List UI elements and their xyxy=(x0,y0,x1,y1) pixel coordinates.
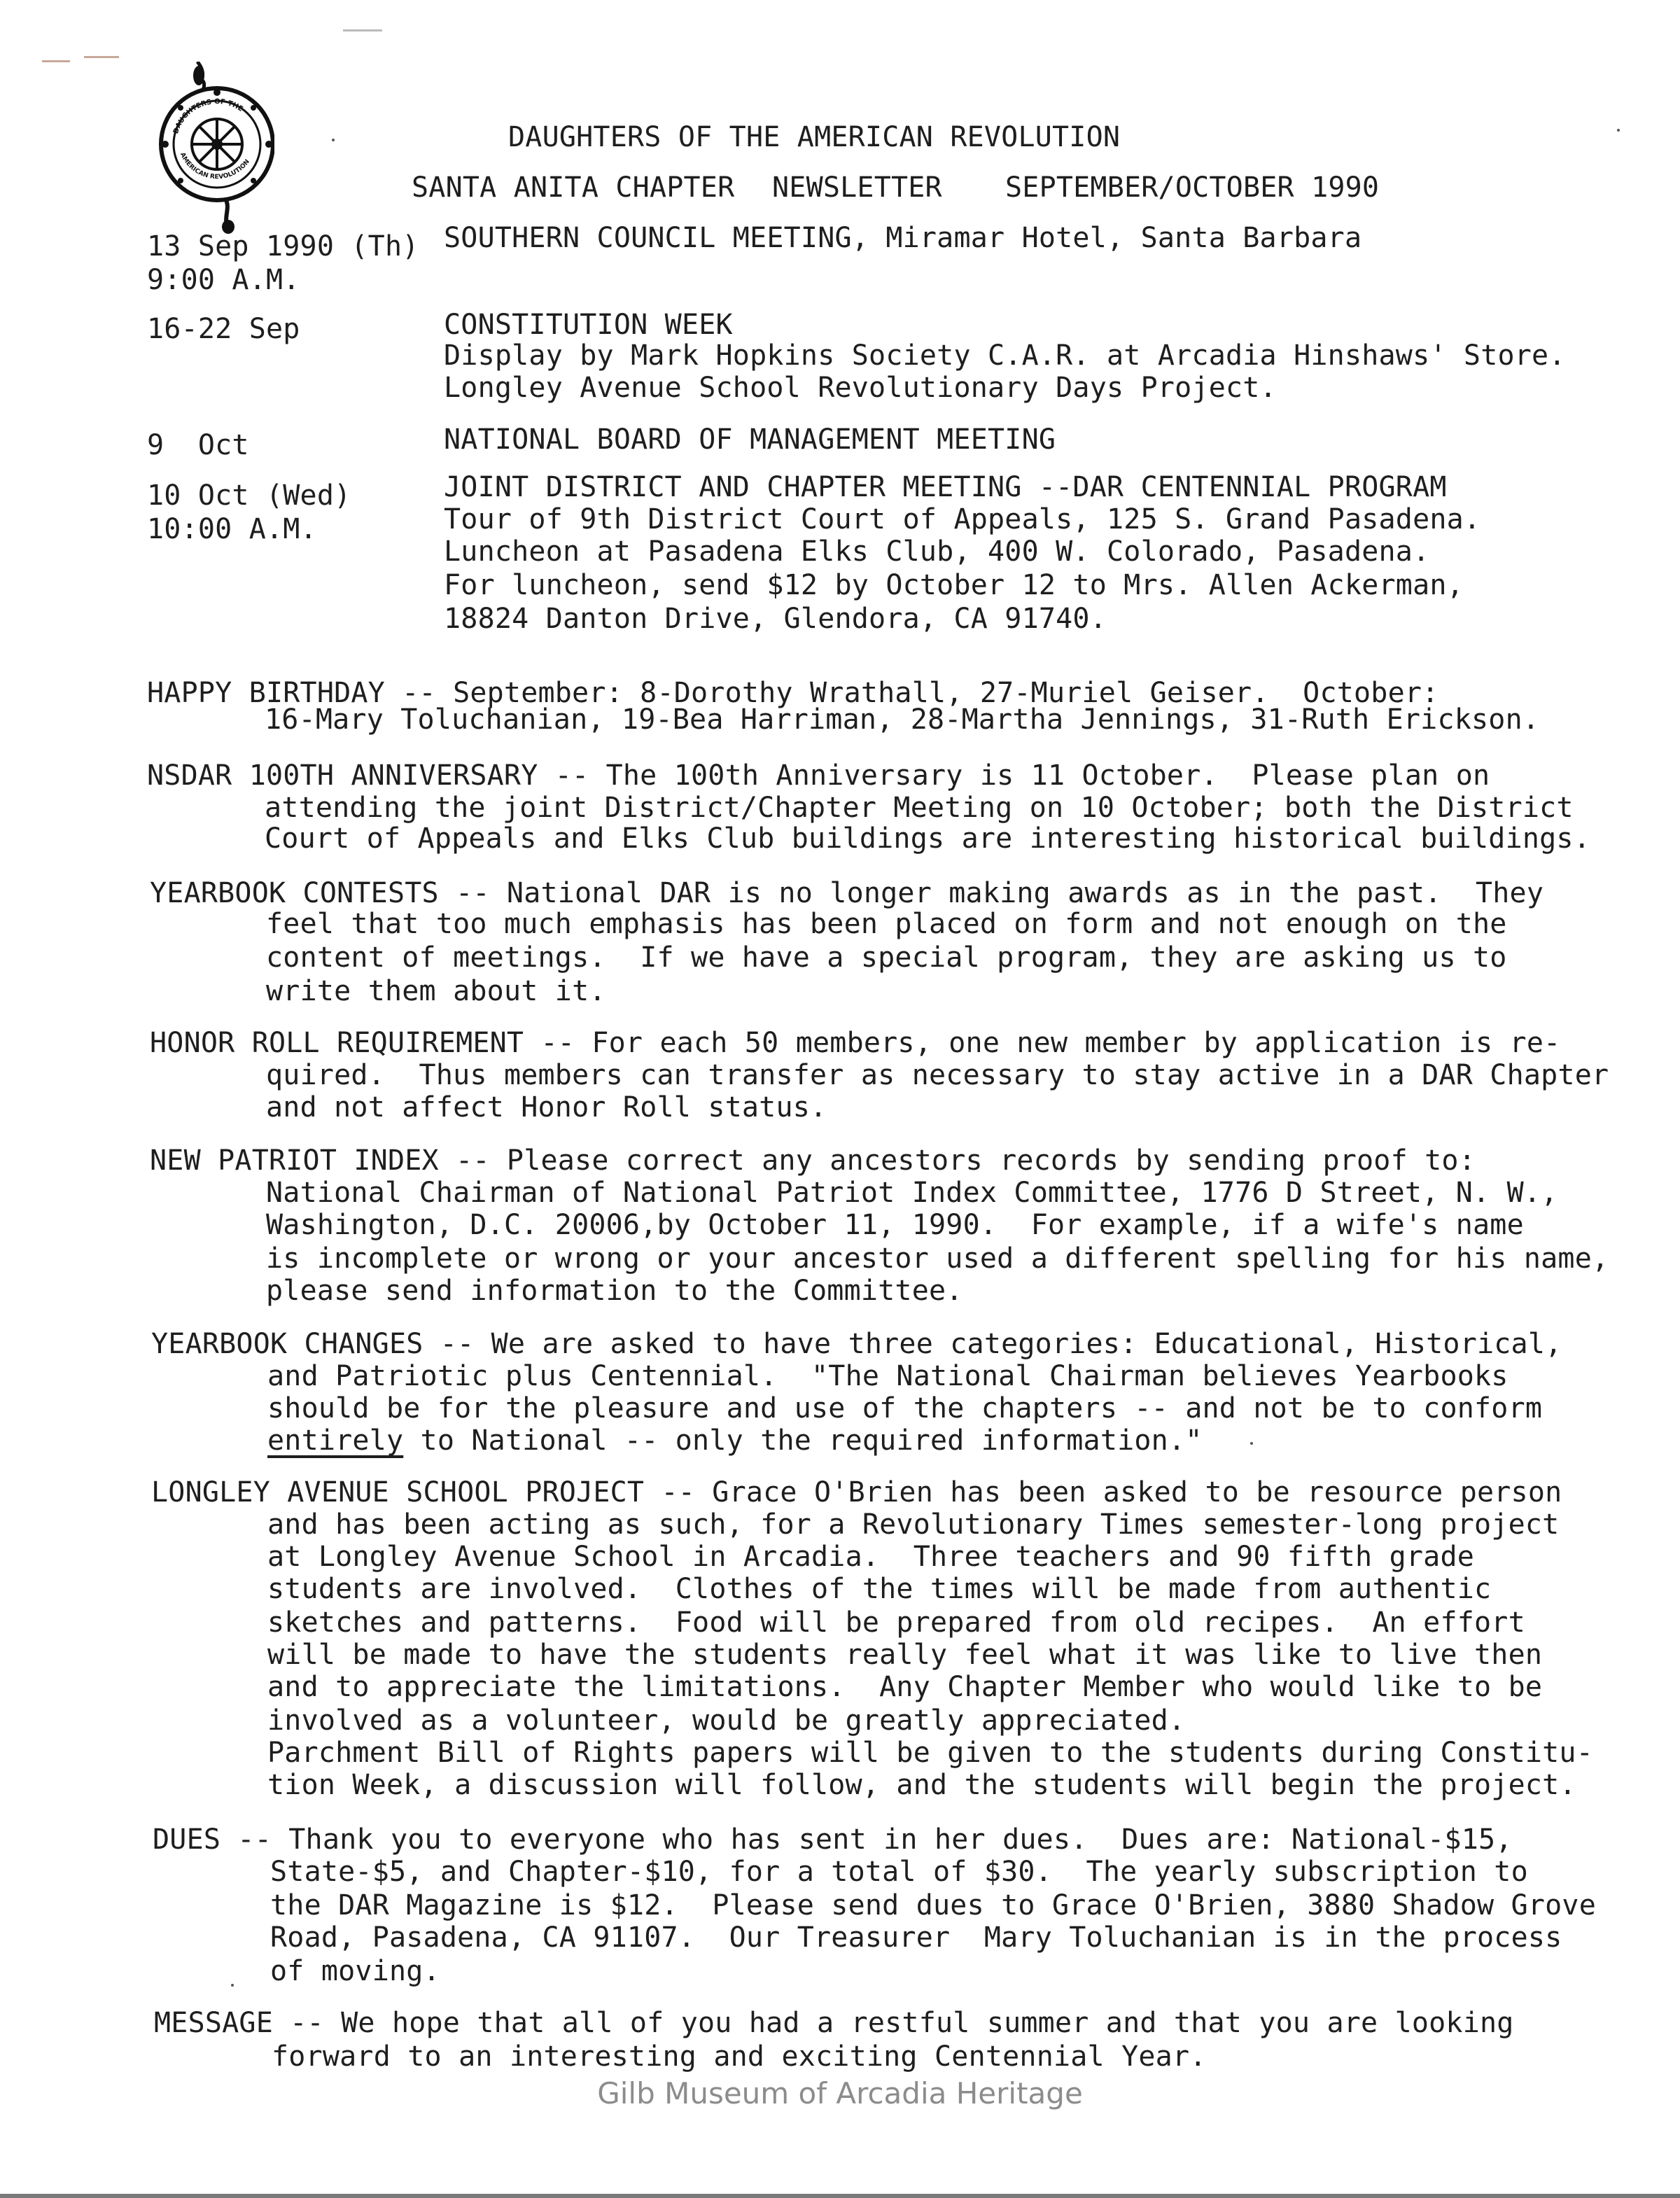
section-line: Court of Appeals and Elks Club buildings are interesting historical buildings. xyxy=(265,822,1590,855)
calendar-event-line: CONSTITUTION WEEK xyxy=(444,309,733,341)
calendar-event-line: Display by Mark Hopkins Society C.A.R. at Arcadia Hinshaws' Store. xyxy=(444,340,1566,372)
underlined-emphasis: entirely xyxy=(267,1424,404,1457)
section-line: HONOR ROLL REQUIREMENT -- For each 50 members, one new member by application is re- xyxy=(150,1027,1561,1059)
section-line: and to appreciate the limitations. Any Chapter Member who would like to be xyxy=(267,1671,1543,1703)
calendar-event-line: JOINT DISTRICT AND CHAPTER MEETING --DAR CENTENNIAL PROGRAM xyxy=(444,471,1447,503)
scan-speck xyxy=(1250,1442,1253,1445)
section-line: 16-Mary Toluchanian, 19-Bea Harriman, 28-Martha Jennings, 31-Ruth Erickson. xyxy=(265,704,1540,736)
section-line: NEW PATRIOT INDEX -- Please correct any ancestors records by sending proof to: xyxy=(150,1144,1476,1177)
calendar-event-line: For luncheon, send $12 by October 12 to Mrs. Allen Ackerman, xyxy=(444,569,1464,601)
section-line: YEARBOOK CHANGES -- We are asked to have three categories: Educational, Historical, xyxy=(151,1328,1562,1360)
section-line: quired. Thus members can transfer as necessary to stay active in a DAR Chapter xyxy=(266,1059,1609,1091)
calendar-date: 10 Oct (Wed) xyxy=(147,479,351,512)
calendar-date: 9 Oct xyxy=(147,429,249,461)
section-line-rest: to National -- only the required information." xyxy=(403,1424,1203,1457)
calendar-event-line: 18824 Danton Drive, Glendora, CA 91740. xyxy=(444,603,1107,635)
section-line: NSDAR 100TH ANNIVERSARY -- The 100th Anniversary is 11 October. Please plan on xyxy=(147,760,1490,792)
section-line: should be for the pleasure and use of the chapters -- and not be to conform xyxy=(267,1392,1543,1424)
calendar-event-line: Tour of 9th District Court of Appeals, 125 S. Grand Pasadena. xyxy=(444,503,1481,536)
scan-speck xyxy=(343,29,382,31)
calendar-date: 13 Sep 1990 (Th) xyxy=(147,230,419,262)
calendar-event-line: SOUTHERN COUNCIL MEETING, Miramar Hotel, Santa Barbara xyxy=(444,222,1362,254)
section-line: YEARBOOK CONTESTS -- National DAR is no longer making awards as in the past. They xyxy=(150,877,1544,909)
section-line: Washington, D.C. 20006,by October 11, 1990. For example, if a wife's name xyxy=(266,1209,1524,1241)
footer-watermark: Gilb Museum of Arcadia Heritage xyxy=(597,2076,1083,2110)
calendar-event-line: NATIONAL BOARD OF MANAGEMENT MEETING xyxy=(444,424,1056,456)
section-line: the DAR Magazine is $12. Please send dues to Grace O'Brien, 3880 Shadow Grove xyxy=(270,1889,1596,1921)
header-newsletter: NEWSLETTER xyxy=(772,172,942,204)
section-line: please send information to the Committee. xyxy=(266,1275,963,1307)
header-issue-date: SEPTEMBER/OCTOBER 1990 xyxy=(1005,172,1380,204)
calendar-event-line: Luncheon at Pasadena Elks Club, 400 W. Colorado, Pasadena. xyxy=(444,536,1430,568)
section-line: DUES -- Thank you to everyone who has sent in her dues. Dues are: National-$15, xyxy=(153,1823,1513,1856)
section-line: sketches and patterns. Food will be prepared from old recipes. An effort xyxy=(267,1606,1525,1639)
section-line: and Patriotic plus Centennial. "The National Chairman believes Yearbooks xyxy=(267,1360,1508,1392)
section-line: forward to an interesting and exciting Centennial Year. xyxy=(272,2040,1207,2073)
calendar-time: 9:00 A.M. xyxy=(147,264,300,296)
section-line: MESSAGE -- We hope that all of you had a restful summer and that you are looking xyxy=(154,2007,1514,2039)
scan-speck xyxy=(84,56,119,58)
section-line: at Longley Avenue School in Arcadia. Three teachers and 90 fifth grade xyxy=(267,1541,1475,1573)
calendar-event-line: Longley Avenue School Revolutionary Days Project. xyxy=(444,372,1277,404)
section-line: will be made to have the students really feel what it was like to live then xyxy=(267,1639,1543,1671)
scan-speck xyxy=(231,1984,234,1987)
section-line: HAPPY BIRTHDAY -- September: 8-Dorothy Wrathall, 27-Muriel Geiser. October: xyxy=(147,677,1439,709)
section-line: and has been acting as such, for a Revolutionary Times semester-long project xyxy=(267,1508,1560,1541)
logo-ring-text-top: DAUGHTERS OF THE xyxy=(172,97,245,135)
section-line: and not affect Honor Roll status. xyxy=(266,1091,827,1124)
scan-speck xyxy=(1617,129,1620,132)
section-line xyxy=(267,1424,1203,1457)
calendar-date: 16-22 Sep xyxy=(147,313,300,345)
section-line: tion Week, a discussion will follow, and the students will begin the project. xyxy=(267,1769,1576,1801)
section-line: involved as a volunteer, would be greatly appreciated. xyxy=(267,1704,1186,1737)
section-line: Parchment Bill of Rights papers will be given to the students during Constitu- xyxy=(267,1737,1593,1769)
header-org-name: DAUGHTERS OF THE AMERICAN REVOLUTION xyxy=(508,121,1121,153)
section-line: of moving. xyxy=(270,1955,440,1987)
section-line: students are involved. Clothes of the times will be made from authentic xyxy=(267,1573,1492,1605)
logo-ring-text-bottom: AMERICAN REVOLUTION xyxy=(178,151,251,181)
scan-bottom-edge xyxy=(0,2194,1680,2198)
section-line: write them about it. xyxy=(266,975,606,1007)
section-line: feel that too much emphasis has been placed on form and not enough on the xyxy=(266,908,1507,940)
section-line: State-$5, and Chapter-$10, for a total of $30. The yearly subscription to xyxy=(270,1856,1528,1888)
section-line: National Chairman of National Patriot Index Committee, 1776 D Street, N. W., xyxy=(266,1177,1558,1209)
section-line: Road, Pasadena, CA 91107. Our Treasurer Mary Toluchanian is in the process xyxy=(270,1921,1562,1954)
calendar-time: 10:00 A.M. xyxy=(147,513,317,545)
section-line: attending the joint District/Chapter Meeting on 10 October; both the District xyxy=(265,792,1574,824)
section-line: is incomplete or wrong or your ancestor used a different spelling for his name, xyxy=(266,1242,1609,1275)
dar-insignia-logo xyxy=(155,62,274,237)
section-line: LONGLEY AVENUE SCHOOL PROJECT -- Grace O'Brien has been asked to be resource person xyxy=(151,1476,1562,1508)
header-chapter: SANTA ANITA CHAPTER xyxy=(412,172,735,204)
scan-speck xyxy=(42,60,70,62)
section-line: content of meetings. If we have a special program, they are asking us to xyxy=(266,941,1507,974)
scan-speck xyxy=(332,139,335,141)
